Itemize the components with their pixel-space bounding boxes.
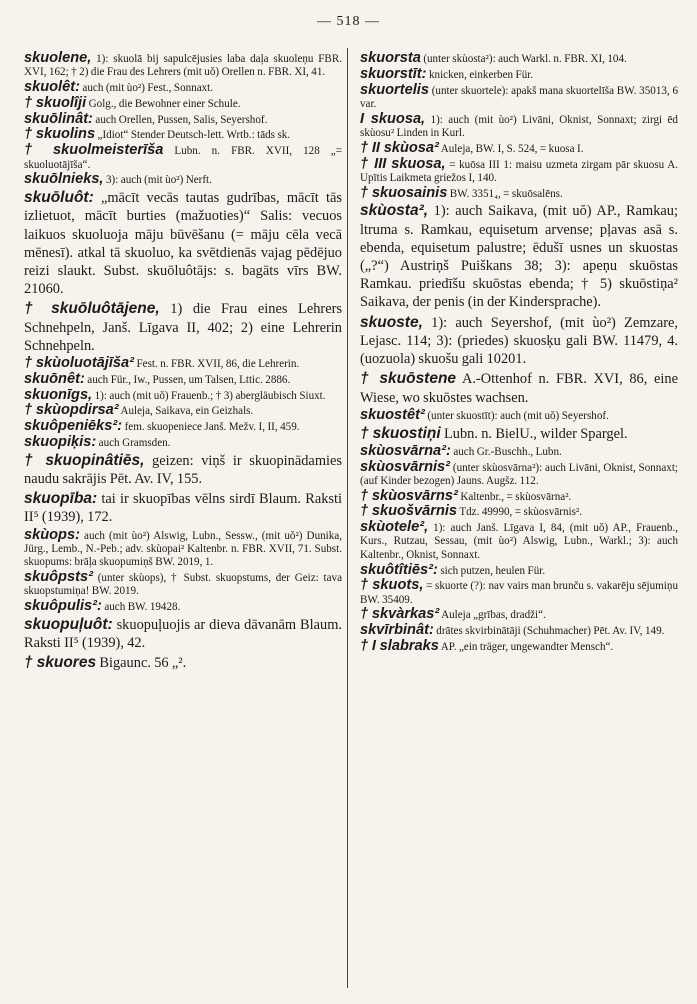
dictionary-entry	[24, 616, 342, 652]
entry-text: auch Orellen, Pussen, Salis, Seyershof.	[92, 113, 268, 126]
dictionary-entry	[360, 155, 679, 186]
entry-headword: skuopība:	[24, 490, 98, 508]
dictionary-entry	[24, 433, 342, 450]
entry-text: Lubn. n. BielU., wilder Spargel.	[440, 425, 628, 442]
entry-headword: skuolêt:	[24, 79, 80, 96]
entry-headword: skuoste,	[360, 313, 423, 331]
dictionary-entry	[360, 406, 678, 423]
entry-text: (unter skuostīt): auch (mit uŏ) Seyershof.	[424, 409, 609, 422]
dictionary-entry	[24, 420, 342, 434]
entry-headword: skuopiķis:	[24, 433, 97, 450]
entry-headword: skuortelis	[360, 81, 429, 98]
entry-text: (unter skuortele): apakš mana skuortelīša BW. 35013, 6 var.	[360, 84, 678, 110]
entry-text: Golg., die Bewohner einer Schule.	[86, 97, 241, 110]
dictionary-entry	[360, 640, 678, 654]
entry-headword: † skùoluotājīša²	[24, 355, 134, 371]
dictionary-entry	[360, 425, 678, 443]
entry-headword: skuōluôt:	[24, 189, 94, 207]
entry-text: Auleja, Saikava, ein Geizhals.	[118, 405, 254, 418]
dictionary-entry	[360, 561, 678, 578]
dictionary-entry	[24, 452, 342, 488]
entry-headword: skùops:	[24, 526, 80, 543]
entry-text: Lubn. n. FBR. XVII, 128 „= skuoluotājīša“.	[24, 145, 342, 171]
entry-headword: † skuolins	[24, 126, 96, 143]
entry-text: skuopuļuojis ar dieva dāvanām Blaum. Raksti II⁵ (1939), 42.	[24, 616, 342, 652]
entry-text: auch (mit ùo²) Fest., Sonnaxt.	[79, 82, 214, 95]
dictionary-entry	[24, 144, 342, 172]
entry-headword: skuōlnieks,	[24, 171, 104, 188]
entry-text: auch BW. 19428.	[101, 601, 181, 614]
dictionary-entry	[360, 65, 678, 82]
left-column	[24, 52, 342, 674]
entry-text: 1) die Frau eines Lehrers Schnehpeln, Janš. Līgava II, 402; 2) eine Lehrerin Schnehpeln.	[24, 301, 343, 354]
entry-text: 3): auch (mit ùo²) Nerft.	[103, 174, 212, 187]
dictionary-entry	[360, 314, 678, 369]
dictionary-entry	[24, 81, 342, 95]
dictionary-entry	[24, 370, 342, 387]
entry-headword: skuorsta	[360, 50, 421, 66]
dictionary-entry	[24, 654, 342, 672]
entry-headword: † skuolîji	[24, 94, 87, 111]
entry-headword: † skuōstene	[360, 370, 457, 388]
dictionary-entry	[24, 526, 342, 570]
entry-text: auch Für., Iw., Pussen, um Talsen, Lttic. 2886.	[84, 373, 291, 386]
dictionary-entry	[360, 521, 678, 562]
entry-text: 1): auch Janš. Līgava I, 84, (mit uŏ) AP., Frauenb., Kurs., Rutzau, Sessau, (mit ùo²) Alswig, Lubn., Warkl.; 3): auch Kaltenbr., Oknist, Sonnaxt.	[360, 522, 678, 561]
entry-text: knicken, einkerben Für.	[426, 68, 534, 81]
entry-text: 1): auch Seyershof, (mit ùo²) Zemzare, Lejasc. 114; 3): (priedes) skuosķu gali BW. 11479, 4. (uozuola) skuošu gali 10201.	[360, 314, 678, 368]
dictionary-entry	[24, 300, 342, 355]
entry-headword: † skuōluôtājene,	[24, 300, 160, 318]
dictionary-entry	[24, 52, 342, 80]
entry-text: (unter skùosvārna²): auch Livāni, Oknist, Sonnaxt; (auf Kinder bezogen) Jauns. Augšz. 112.	[360, 461, 678, 487]
entry-text: = kuōsa III 1: maisu uzmeta zirgam pār skuosu A. Upītis Laikmeta griežos I, 140.	[360, 158, 679, 184]
entry-headword: † III skuosa,	[360, 155, 446, 172]
dictionary-entry	[24, 600, 342, 614]
entry-text: 1): auch (mit uŏ) Frauenb.; † 3) abergläubisch Siuxt.	[92, 389, 326, 402]
dictionary-entry	[360, 110, 678, 141]
entry-headword: skuôpeniēks²:	[24, 418, 123, 435]
entry-headword: † skùosvārns²	[360, 487, 458, 504]
entry-text: Bigaunc. 56 „².	[96, 655, 187, 672]
entry-headword: skuôpsts²	[24, 568, 93, 585]
dictionary-entry	[360, 624, 678, 638]
right-column	[360, 52, 678, 656]
entry-headword: † skvàrkas²	[360, 606, 440, 623]
entry-headword: † skuošvārnis	[360, 503, 458, 520]
entry-text: Auleja „grības, dradži“.	[439, 609, 546, 622]
page-number: — 518 —	[317, 14, 380, 29]
entry-headword: † II skùosa²	[360, 139, 439, 156]
entry-headword: † I slabraks	[360, 638, 439, 655]
dictionary-entry	[360, 52, 678, 66]
entry-headword: skuostêt²	[360, 406, 425, 423]
entry-text: auch (mit ùo²) Alswig, Lubn., Sessw., (mit uŏ²) Dunika, Jürg., Lemb., N.-Peb.; adv. skùopai² Kaltenbr. n. FBR. XVII, 71. Subst. skuopums: brāļa skuopumiņš BW. 2019, 1.	[24, 529, 342, 569]
entry-headword: skùotele²,	[360, 519, 429, 536]
dictionary-entry	[24, 490, 342, 526]
entry-headword: I skuosa,	[360, 110, 426, 127]
entry-headword: skvīrbinât:	[360, 622, 434, 639]
entry-text: (unter skùops), † Subst. skuopstums, der Geiz: tava skuopstumiņa! BW. 2019.	[24, 571, 342, 598]
entry-text: Fest. n. FBR. XVII, 86, die Lehrerin.	[134, 358, 300, 370]
dictionary-entry	[360, 184, 678, 201]
entry-headword: skuopuļuôt:	[24, 615, 113, 633]
entry-text: tai ir skuopības vēlns sirdī Blaum. Raksti II⁵ (1939), 172.	[24, 491, 342, 526]
dictionary-entry	[360, 370, 678, 406]
entry-text: (unter skùosta²): auch Warkl. n. FBR. XI, 104.	[420, 53, 627, 65]
entry-text: sich putzen, heulen Für.	[437, 564, 546, 577]
entry-text: fem. skuopeniece Janš. Mežv. I, II, 459.	[122, 421, 300, 434]
entry-text: 1): skuolā bij sapulcējusies laba daļa skuoleņu FBR. XVI, 162; † 2) die Frau des Lehrers (mit uŏ) Orellen n. FBR. XI, 41.	[24, 53, 342, 79]
entry-headword: † skuopinâtiēs,	[24, 451, 145, 469]
entry-text: auch Gr.-Buschh., Lubn.	[450, 445, 562, 458]
dictionary-entry	[360, 487, 678, 504]
entry-text: Kaltenbr., = skùosvārna².	[457, 490, 572, 503]
entry-headword: skùosta²,	[360, 202, 429, 220]
entry-headword: skùosvārna²:	[360, 442, 451, 459]
dictionary-entry	[24, 189, 342, 298]
dictionary-entry	[360, 81, 678, 112]
entry-text: 1): auch (mit ùo²) Livāni, Oknist, Sonnaxt; zirgi ēd skùosu² Linden in Kurl.	[360, 113, 678, 139]
dictionary-entry	[24, 110, 342, 127]
entry-headword: † skuots,	[360, 577, 424, 594]
dictionary-entry	[24, 568, 342, 599]
dictionary-entry	[24, 386, 342, 403]
dictionary-entry	[360, 139, 678, 156]
entry-headword: † skuolmeisterīša	[24, 142, 164, 159]
dictionary-entry	[360, 202, 678, 311]
entry-headword: † skuores	[24, 654, 97, 672]
entry-text: „Idiot“ Stender Deutsch-lett. Wrtb.: tāds sk.	[95, 129, 291, 142]
entry-text: drātes skvirbinātāji (Schuhmacher) Pēt. Av. IV, 149.	[433, 625, 665, 638]
dictionary-entry	[24, 94, 342, 111]
entry-headword: skùosvārnis²	[360, 458, 451, 475]
entry-text: AP. „ein träger, ungewandter Mensch“.	[438, 641, 614, 654]
entry-headword: skuôtîtiēs²:	[360, 561, 438, 578]
dictionary-entry	[24, 173, 342, 187]
dictionary-entry	[24, 128, 342, 142]
entry-headword: skuōnêt:	[24, 370, 85, 387]
entry-headword: skuōlinât:	[24, 110, 93, 127]
entry-headword: skuorstīt:	[360, 65, 427, 82]
entry-text: Tdz. 49990, = skùosvārnis².	[457, 506, 583, 519]
entry-text: Auleja, BW. I, S. 524, = kuosa I.	[438, 142, 584, 155]
dictionary-entry	[24, 357, 342, 371]
dictionary-entry	[360, 579, 678, 607]
entry-text: A.-Ottenhof n. FBR. XVI, 86, eine Wiese, wo skuōstes wachsen.	[360, 371, 678, 406]
dictionary-entry	[360, 608, 678, 622]
entry-headword: skuôpulis²:	[24, 598, 102, 615]
entry-text: geizen: viņš ir skuopinādamies naudu sakrājis Pēt. Av. IV, 155.	[24, 452, 342, 487]
column-divider	[347, 48, 348, 988]
entry-text: auch Gramsden.	[96, 436, 171, 449]
entry-text: 1): auch Saikava, (mit uŏ) AP., Ramkau; ltruma s. Ramkau, equisetum arvense; pļavas asā s. ebenda, equisetum palustre; ēdušī usnes un skuostas („?“) Austriņš Puiškans 38; 3): apeņu skuōstas Ramkau. priedīšu skuōstas ebenda; † 5) skuōstiņa² Saikava, der penis (in der Kindersprache).	[360, 203, 678, 311]
entry-headword: † skuosainis	[360, 184, 448, 201]
entry-headword: † skùopdirsa²	[24, 402, 119, 419]
dictionary-entry	[24, 404, 342, 418]
entry-headword: skuonīgs,	[24, 386, 93, 403]
dictionary-entry	[360, 442, 678, 459]
entry-headword: † skuostiņi	[360, 424, 441, 442]
entry-text: BW. 3351₄, = skuōsalēns.	[447, 187, 563, 200]
entry-text: = skuorte (?): nav vairs man brunču s. vakarēju sējumiņu BW. 35409.	[360, 580, 678, 606]
entry-text: „mācīt vecās tautas gudrības, mācīt tās izlietuot, mācīt burties (mažuoties)“ Salis: vecuos laikuos skuoluoja māju būvēšanu (= māju cēla vecā mēnesī). atkal tā skuoluo, ka svētdienās vajag pēdējuo reizi slaukt. Subst. skuōluôtājs: s. bagāts vīrs BW. 21060.	[24, 190, 342, 298]
dictionary-entry	[360, 505, 678, 519]
dictionary-entry	[360, 458, 678, 489]
entry-headword: skuolene,	[24, 50, 92, 66]
